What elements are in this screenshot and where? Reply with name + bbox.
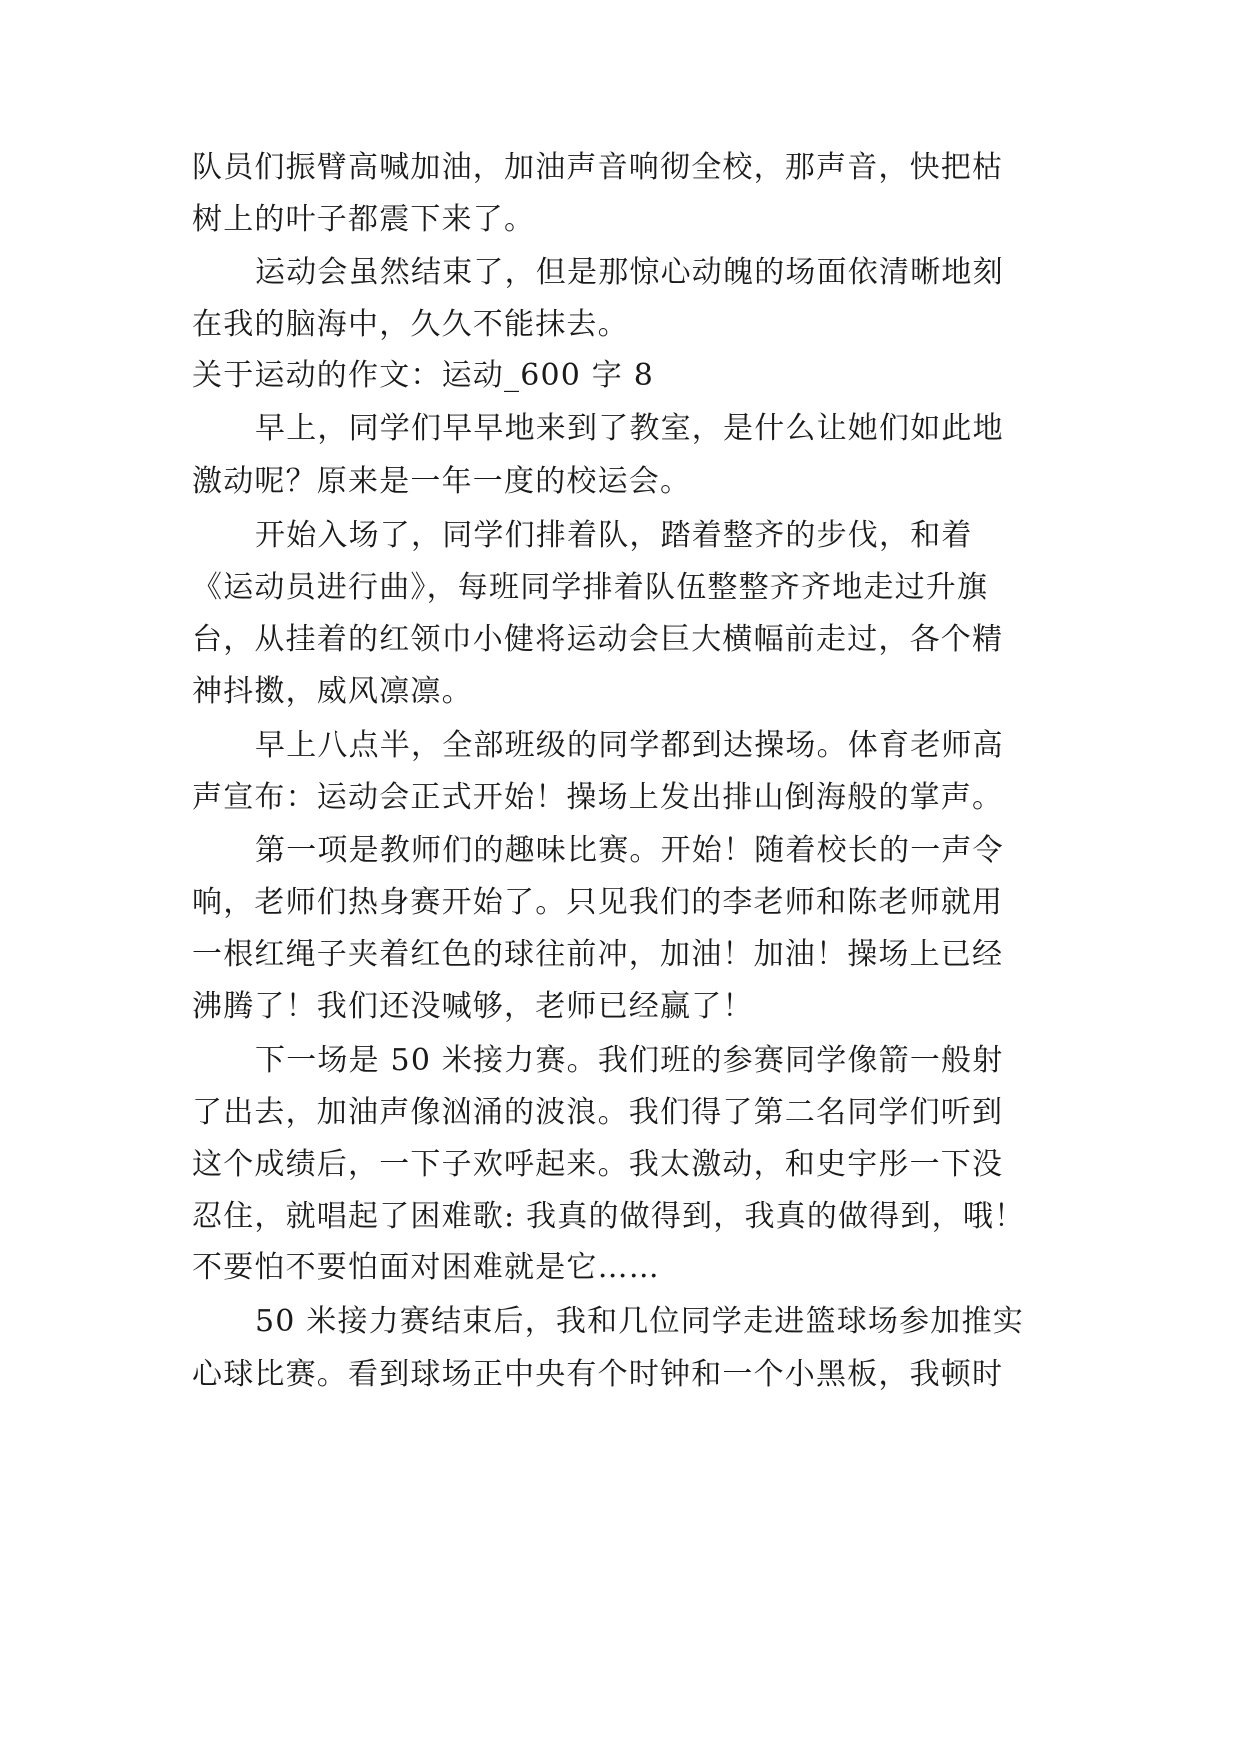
text-line: 第一项是教师们的趣味比赛。开始！随着校长的一声令 bbox=[255, 833, 1004, 868]
text-line: 台，从挂着的红领巾小健将运动会巨大横幅前走过，各个精 bbox=[192, 622, 1004, 657]
text-line: 下一场是 50 米接力赛。我们班的参赛同学像箭一般射 bbox=[255, 1043, 1004, 1078]
text-line: 早上八点半，全部班级的同学都到达操场。体育老师高 bbox=[255, 728, 1004, 763]
text-line: 树上的叶子都震下来了。 bbox=[192, 202, 536, 237]
text-line: 了出去，加油声像汹涌的波浪。我们得了第二名同学们听到 bbox=[192, 1095, 1004, 1130]
section-heading: 关于运动的作文：运动_600 字 8 bbox=[192, 358, 655, 393]
text-line: 一根红绳子夹着红色的球往前冲，加油！加油！操场上已经 bbox=[192, 937, 1004, 972]
text-line: 这个成绩后，一下子欢呼起来。我太激动，和史宇彤一下没 bbox=[192, 1147, 1004, 1182]
text-line: 神抖擞，威风凛凛。 bbox=[192, 674, 473, 709]
text-line: 运动会虽然结束了，但是那惊心动魄的场面依清晰地刻 bbox=[255, 255, 1004, 290]
text-line: 《运动员进行曲》，每班同学排着队伍整整齐齐地走过升旗 bbox=[192, 570, 989, 605]
text-line: 响，老师们热身赛开始了。只见我们的李老师和陈老师就用 bbox=[192, 885, 1004, 920]
text-line: 早上，同学们早早地来到了教室，是什么让她们如此地 bbox=[255, 411, 1004, 446]
text-line: 不要怕不要怕面对困难就是它…… bbox=[192, 1250, 660, 1285]
text-line: 激动呢？原来是一年一度的校运会。 bbox=[192, 464, 692, 499]
text-line: 队员们振臂高喊加油，加油声音响彻全校，那声音，快把枯 bbox=[192, 150, 1004, 185]
text-line: 在我的脑海中，久久不能抹去。 bbox=[192, 307, 629, 342]
text-line: 沸腾了！我们还没喊够，老师已经赢了！ bbox=[192, 989, 754, 1024]
text-line: 开始入场了，同学们排着队，踏着整齐的步伐，和着 bbox=[255, 518, 973, 553]
text-line: 声宣布：运动会正式开始！操场上发出排山倒海般的掌声。 bbox=[192, 780, 1004, 815]
text-line: 忍住，就唱起了困难歌: 我真的做得到，我真的做得到，哦！ bbox=[192, 1199, 1026, 1234]
text-line: 心球比赛。看到球场正中央有个时钟和一个小黑板，我顿时 bbox=[192, 1357, 1004, 1392]
text-line: 50 米接力赛结束后，我和几位同学走进篮球场参加推实 bbox=[255, 1304, 1024, 1339]
